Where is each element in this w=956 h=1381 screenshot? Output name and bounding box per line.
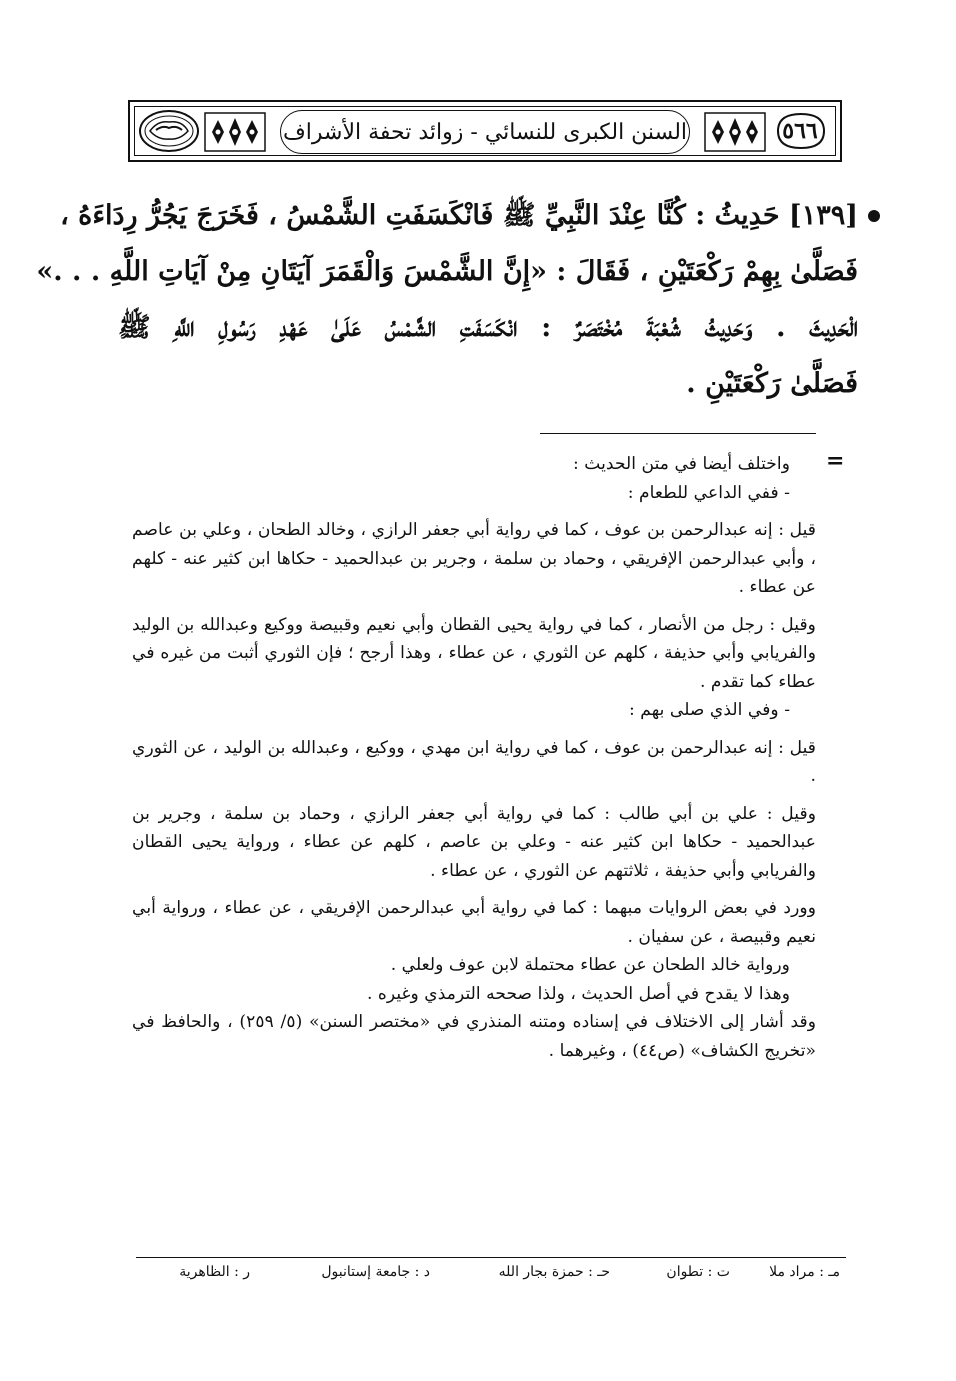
siglum: مـ : مراد ملا (769, 1264, 840, 1280)
bullet-marker (868, 210, 880, 222)
manuscript-sigla (150, 1264, 840, 1288)
hadith-text (36, 188, 858, 412)
siglum: ر : الظاهرية (179, 1264, 250, 1280)
footnote-paragraph: واختلف أيضا في متن الحديث : (573, 454, 790, 474)
footnote-paragraph: - وفي الذي صلى بهم : (629, 700, 790, 720)
footnote-paragraph: قيل : إنه عبدالرحمن بن عوف ، كما في رواية أبي جعفر الرازي ، وخالد الطحان ، وعلي بن عاصم ، وأبي عبدالرحمن الإفريقي ، وحماد بن سلمة ، وجرير بن عبدالحميد - حكاها ابن كثير عنه - كلهم عن عطاء . (132, 520, 816, 597)
hadith-line: الْحَدِيثَ . وَحَدِيثُ شُعْبَةَ مُخْتَصَرٌ : انْكَسَفَتِ الشَّمْسُ عَلَىٰ عَهْدِ رَسُولِ اللَّهِ ﷺ (118, 312, 858, 343)
hadith-line: فَصَلَّىٰ رَكْعَتَيْنِ . (686, 368, 858, 399)
footnote-continuation-mark: = (826, 448, 845, 474)
footnote-separator (540, 433, 816, 434)
ornament-right-icon (704, 112, 766, 152)
running-title: السنن الكبرى للنسائي - زوائد تحفة الأشراف (280, 110, 690, 154)
footnote (132, 450, 816, 1065)
footnote-paragraph: وورد في بعض الروايات مبهما : كما في رواية أبي عبدالرحمن الإفريقي ، عن عطاء ، ورواية أبي نعيم وقبيصة ، عن سفيان . (132, 898, 816, 947)
siglum: ت : تطوان (666, 1264, 730, 1280)
book-emblem-icon (138, 108, 200, 154)
footnote-paragraph: وقد أشار إلى الاختلاف في إسناده ومتنه المنذري في «مختصر السنن» (٥/ ٢٥٩) ، والحافظ في «تخريج الكشاف» (ص٤٤) ، وغيرهما . (132, 1012, 816, 1061)
siglum: د : جامعة إستانبول (321, 1264, 430, 1280)
footnote-paragraph: ورواية خالد الطحان عن عطاء محتملة لابن عوف ولعلي . (390, 955, 790, 975)
page-header (128, 100, 842, 162)
hadith-line: فَصَلَّىٰ بِهِمْ رَكْعَتَيْنِ ، فَقَالَ : «إِنَّ الشَّمْسَ وَالْقَمَرَ آيَتَانِ مِنْ آيَاتِ اللَّهِ . . .» (36, 256, 858, 287)
bottom-rule (136, 1257, 846, 1258)
ornament-left-icon (204, 112, 266, 152)
footnote-paragraph: وقيل : رجل من الأنصار ، كما في رواية يحيى القطان وأبي نعيم وقبيصة ووكيع وعبدالله بن الوليد والفريابي وأبي حذيفة ، كلهم عن الثوري ، عن عطاء ، وهذا أرجح ؛ فإن الثوري أثبت من غيره في عطاء كما تقدم . (132, 614, 816, 692)
footnote-paragraph: وقيل : علي بن أبي طالب : كما في رواية أبي جعفر الرازي ، وحماد بن سلمة ، وجرير بن عبدالحميد - حكاها ابن كثير عنه - وعلي بن عاصم ، كلهم عن عطاء ، ورواية يحيى القطان والفريابي وأبي حذيفة ، ثلاثتهم عن الثوري ، عن عطاء . (132, 803, 816, 881)
footnote-paragraph: قيل : إنه عبدالرحمن بن عوف ، كما في رواية ابن مهدي ، ووكيع ، وعبدالله بن الوليد ، عن الثوري . (132, 737, 816, 786)
page-number: ٥٦٦ (782, 118, 818, 144)
footnote-paragraph: وهذا لا يقدح في أصل الحديث ، ولذا صححه الترمذي وغيره . (366, 983, 790, 1004)
siglum: حـ : حمزة بجار الله (498, 1264, 610, 1280)
hadith-line: [١٣٩] حَدِيثُ : كُنَّا عِنْدَ النَّبِيِّ ﷺ فَانْكَسَفَتِ الشَّمْسُ ، فَخَرَجَ يَجُرُّ رِدَاءَهُ ، (60, 200, 858, 231)
footnote-paragraph: - ففي الداعي للطعام : (627, 482, 790, 503)
